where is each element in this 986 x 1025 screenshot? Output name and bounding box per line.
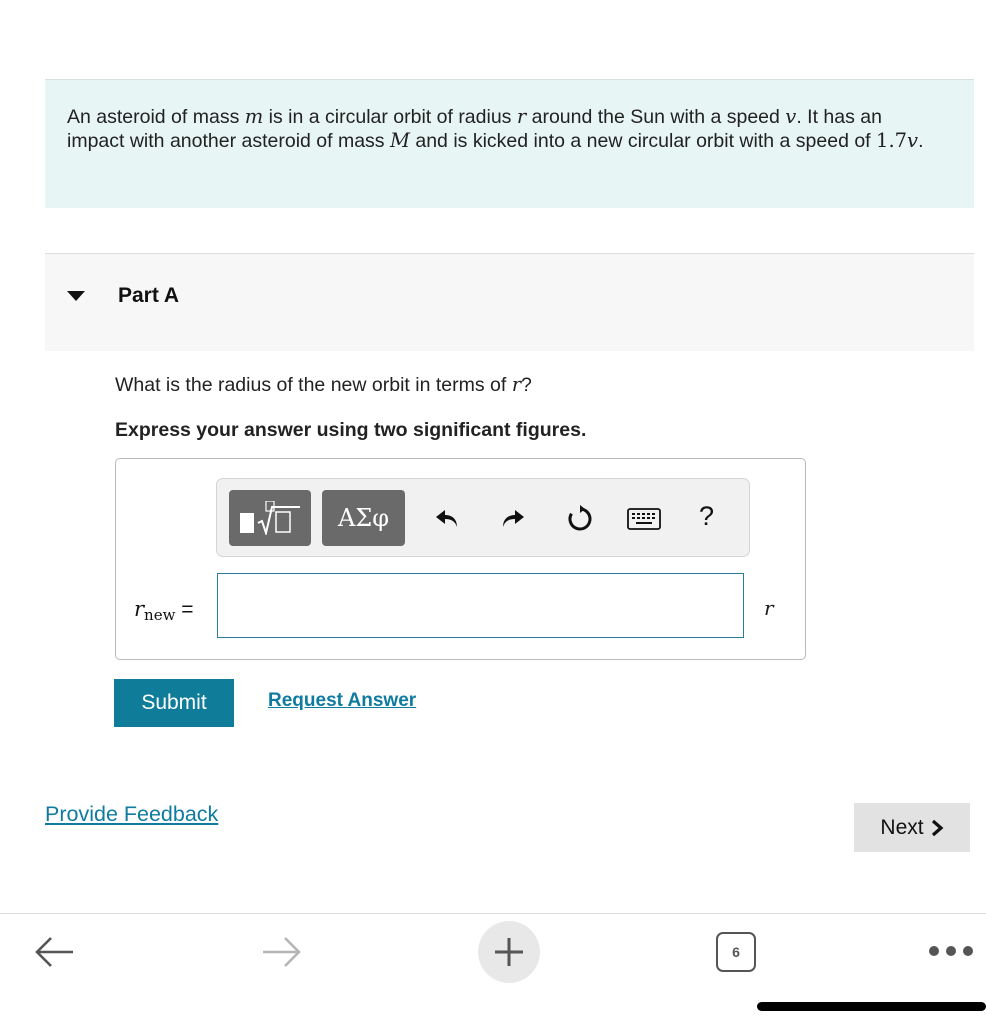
problem-text: . It has an impact with another asteroid of mass [67, 106, 882, 152]
variable-main: r [134, 597, 145, 621]
question-mark: ? [521, 374, 532, 396]
templates-icon [238, 501, 302, 535]
unit-label: r [764, 596, 774, 620]
greek-symbols-button[interactable]: ΑΣφ [322, 490, 405, 546]
collapse-caret-icon[interactable] [67, 291, 85, 301]
question-text [115, 373, 532, 397]
reset-icon[interactable] [562, 501, 598, 537]
next-label: Next [880, 815, 924, 839]
next-button[interactable] [854, 803, 970, 852]
part-a-header[interactable] [45, 253, 974, 351]
keyboard-icon[interactable] [626, 501, 662, 537]
templates-button[interactable] [229, 490, 311, 546]
other-mass-variable: M [389, 129, 410, 152]
redo-icon[interactable] [495, 501, 531, 537]
equals-sign: = [175, 598, 194, 621]
problem-text: around the Sun with a speed [526, 106, 786, 128]
back-arrow-icon[interactable] [32, 934, 78, 970]
mass-variable: m [244, 105, 264, 128]
problem-text: An asteroid of mass [67, 106, 245, 128]
request-answer-link[interactable]: Request Answer [268, 690, 417, 711]
new-tab-icon[interactable] [478, 921, 540, 983]
radius-variable: r [516, 105, 527, 128]
undo-icon[interactable] [429, 501, 465, 537]
more-options-icon[interactable] [927, 944, 975, 958]
variable-subscript: new [144, 606, 176, 624]
part-title: Part A [118, 284, 180, 307]
question-label: What is the radius of the new orbit in terms of [115, 374, 512, 396]
instruction-text: Express your answer using two significant figures. [115, 419, 587, 441]
chevron-right-icon [930, 819, 944, 837]
help-button[interactable]: ? [699, 501, 715, 531]
home-indicator [757, 1002, 986, 1011]
problem-statement [45, 79, 974, 208]
tab-count-icon[interactable]: 6 [716, 932, 756, 972]
problem-text: . [918, 130, 924, 152]
problem-text: and is kicked into a new circular orbit with a speed of [409, 130, 877, 152]
speed-variable: v [785, 105, 797, 128]
question-variable: r [511, 373, 522, 396]
answer-input[interactable] [217, 573, 744, 638]
answer-box [115, 458, 806, 660]
problem-text: is in a circular orbit of radius [263, 106, 517, 128]
speed-factor: 1.7 [876, 129, 908, 152]
forward-arrow-icon[interactable] [258, 934, 304, 970]
speed-variable: v [907, 129, 919, 152]
submit-button[interactable]: Submit [114, 679, 234, 727]
provide-feedback-link[interactable]: Provide Feedback [45, 802, 219, 826]
math-toolbar [216, 478, 750, 557]
variable-label [134, 597, 194, 622]
